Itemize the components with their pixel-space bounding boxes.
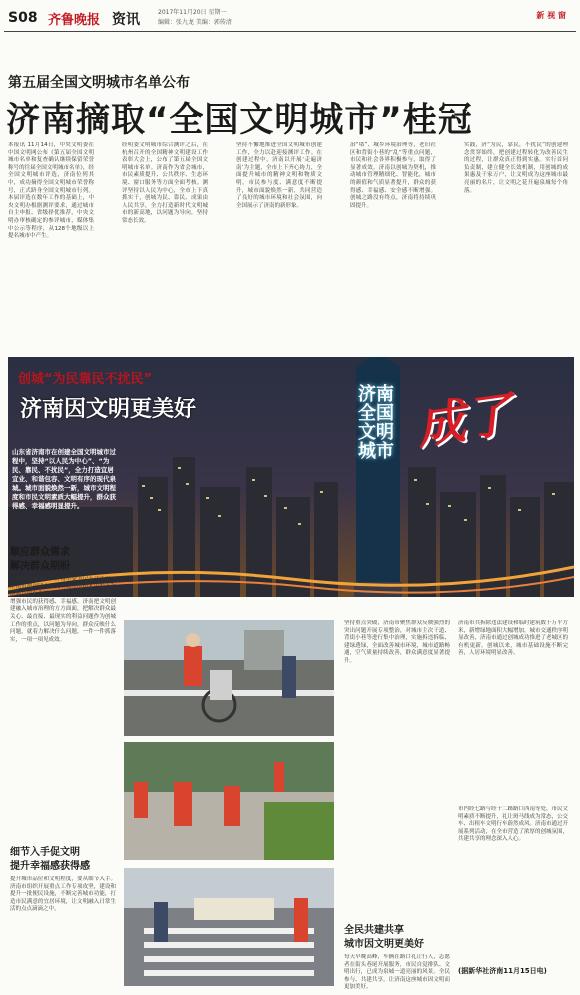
story-columns [8, 142, 574, 338]
story-column-2: 经明委文明城市综合测评之后，在杭州召开的全国精神文明建设工作表彰大会上，公布了第五届全国文明城市名单。济南作为省会城市，市民素质提升、公共秩序、生态环境、窗口服务等方面全面考核。测评坚持以人民为中心，全市上下真抓实干，创城为民、靠民、成果由人民共享，全力打造新时代文明城市的新高地，以问题为导向，坚持常态长效。 [122, 142, 208, 224]
photo-street-illustration [124, 620, 334, 736]
feature-subtitle: 创城“为民靠民不扰民” [18, 372, 153, 387]
brand-mark: 新 视 窗 [536, 11, 566, 20]
photo-crosswalk [124, 868, 334, 986]
section-heading-1 [10, 546, 70, 574]
section-heading-1-line-2: 解决群众期盼 [10, 561, 70, 572]
photo-park-illustration [124, 742, 334, 860]
stamp-text: 成了 [413, 386, 517, 456]
section-heading-2-line-2: 提升幸福感获得感 [10, 861, 90, 872]
section-heading-1-line-1: 顺应群众需求 [10, 547, 70, 558]
page-header [0, 0, 580, 34]
section-heading-2 [10, 846, 90, 874]
feature-intro: 山东省济南市在创建全国文明城市过程中，坚持“以人民为中心”、“为民、靠民、不扰民”，全力打造宜居宜业、和谐包容、文明有序的现代泉城。城市面貌焕然一新，城市文明程度和市民文明素质大幅提升，群众获得感、幸福感明显提升。 [12, 448, 116, 510]
section-name: 资讯 [112, 12, 140, 28]
section-heading-3-line-2: 城市因文明更美好 [344, 939, 424, 950]
mid-column-1: 坚持重点突破，济南市聚焦群众反映强烈的突出问题开展专项整治，对城市主次干道、背街小巷等进行集中治理，实施拆违拆临、建绿透绿，全面改善城市环境，城市道路畅通，空气质量持续改善，群众满意度显著提升。 [344, 620, 450, 664]
section-heading-2-line-1: 细节入手促文明 [10, 847, 80, 858]
story-column-5: 实践，济“为民，靠民，不扰民”的创建理念贯穿始终，把创建过程转化为改善民生的过程，让群众真正得到实惠。实行首问负责制，建立健全长效机制，用创城的成果惠及千家万户，让文明成为这座城市最亮丽的名片，让文明之花开遍泉城每个角落。 [464, 142, 568, 194]
editor-credit: 编辑：张九龙 美编：郭传清 [158, 19, 232, 26]
story-column-3: 坚持不懈地推进全国文明城市创建工作，全力以赴迎接测评工作。在创建过程中，济南以开展‘走遍济南’为主题，全市上下齐心协力，全面提升城市的精神文明和物质文明。市民参与度、满意度不断提升，城市面貌焕然一新，共同营造了良好的城市环境和社会氛围，向全国展示了济南的新形象。 [236, 142, 322, 209]
photo-volunteers-street [124, 620, 334, 736]
story-kicker: 第五届全国文明城市名单公布 [8, 75, 190, 91]
newspaper-logo: 齐鲁晚报 [48, 13, 101, 28]
right-column-2: 市内经七路与经十二路路口西南等处，市民文明素质不断提升，礼让斑马线成为常态，公交车、出租车文明行车蔚然成风。济南市通过开展系列活动，在全市营造了浓厚的创城氛围，共建共享的理念深入人心。 [458, 806, 568, 843]
section-heading-3-line-1: 全民共建共享 [344, 925, 404, 936]
section-text-1: 山东省委副书记、济南市委书记王文涛说，济南市把创建全国文明城市的根本出发点和落脚点放在为民，坚持人民在创建中受益，增强市民的获得感、幸福感。济南把文明创建融入城市治理的方方面面，把解决群众最关心、最直接、最现实的利益问题作为创城工作的重点，以问题为导向，群众反映什么问题，就着力解决什么问题，一件一件抓落实，一项一项见成效。 [10, 576, 116, 643]
right-column-1: 济南市共拆除违法建设和临时建筑数千万平方米，新增绿地面积大幅增加，城市交通秩序明显改善，济南市通过创城成功推进了老城区的有机更新。创城以来，城市基础设施不断完善，人居环境明显改善。 [458, 620, 568, 657]
tower-led-text: 济南 全国文明城市 [358, 384, 394, 462]
page-number: S08 [8, 10, 38, 26]
section-text-2: 提升城市品位和文明程度，要从细节入手。济南市组织开展重点工作专项攻坚，建设和提升一批便民设施，不断完善城市功能，打造市民满意的宜居环境，让文明融入日常生活的点点滴滴之中。 [10, 876, 116, 913]
story-column-1: 本报讯 11月14日，中央文明委在中国文明网公布《第五届全国文明城市名单和复查确认继续保留荣誉称号的往届全国文明城市名单》，经全国文明城市评选，济南位列其中，成功摘得全国文明城市荣誉称号，正式跻身全国文明城市行列。本届评选在数年工作的基础上，中央文明办根据测评要求，通过城市自主申报、省级择优推荐，中央文明办审核确定的参评城市，媒体集中公示等程序，从128个地级以上提名城市中产生。 [8, 142, 94, 240]
feature-title: 济南因文明更美好 [20, 397, 197, 422]
section-heading-3 [344, 924, 424, 952]
section-text-3: 每天早晚高峰，车辆在路口礼让行人，志愿者在街头巷尾开展服务，市民自觉排队、文明出行，已成为泉城一道亮丽的风景。全民参与、共建共享，让济南这座城市因文明而更加美好。 [344, 954, 450, 990]
story-column-4: 治“堵”、城乡环境治理等，老旧社区和背街小巷的“乱”等重点问题，市民和社会各界积极参与，取得了显著成效。济南以创城为契机，推动城市管理精细化、智能化，城市的颜值和气质显著提升，群众的获得感、幸福感、安全感不断增强。创城之路没有终点，济南将持续巩固提升。 [350, 142, 436, 209]
issue-date: 2017年11月20日 星期一 [158, 9, 227, 16]
photo-crosswalk-illustration [124, 868, 334, 986]
source-credit: (据新华社济南11月15日电) [458, 967, 547, 975]
story-headline: 济南摘取“全国文明城市”桂冠 [6, 100, 473, 140]
header-divider [4, 31, 576, 32]
photo-volunteers-park [124, 742, 334, 860]
